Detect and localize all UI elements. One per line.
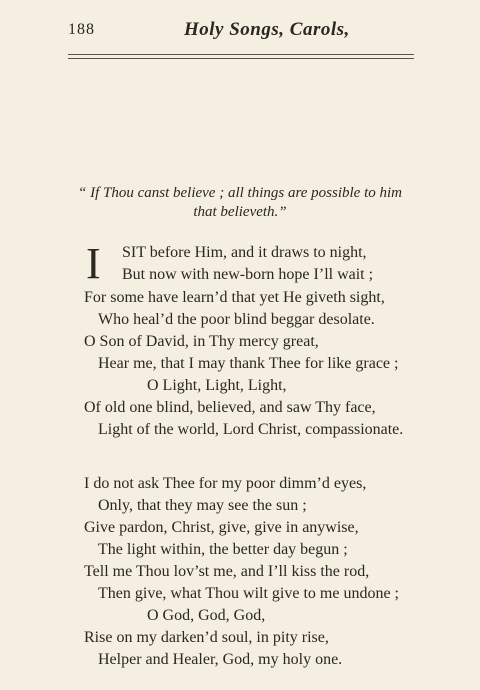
- stanza-2-line-8: Rise on my darken’d soul, in pity rise,: [84, 629, 329, 646]
- stanza-1-line-2: But now with new-born hope I’ll wait ;: [122, 266, 374, 283]
- stanza-2-line-5: Tell me Thou lov’st me, and I’ll kiss the rod,: [84, 563, 370, 580]
- running-title: Holy Songs, Carols,: [184, 19, 350, 40]
- stanza-1-line-6: Hear me, that I may thank Thee for like grace ;: [98, 355, 399, 372]
- stanza-2-line-1: I do not ask Thee for my poor dimm’d eyes,: [84, 475, 367, 492]
- stanza-2-line-6: Then give, what Thou wilt give to me undone ;: [98, 585, 399, 602]
- stanza-1-line-9: Light of the world, Lord Christ, compassionate.: [98, 421, 404, 438]
- stanza-2-line-9: Helper and Healer, God, my holy one.: [98, 651, 343, 668]
- stanza-1-line-5: O Son of David, in Thy mercy great,: [84, 333, 319, 350]
- stanza-1-line-3: For some have learn’d that yet He giveth sight,: [84, 289, 385, 306]
- stanza-2-line-7: O God, God, God,: [147, 607, 266, 624]
- stanza-1-line-1: SIT before Him, and it draws to night,: [122, 244, 367, 261]
- page-header: [0, 0, 480, 70]
- stanza-1-line-8: Of old one blind, believed, and saw Thy face,: [84, 399, 376, 416]
- header-rule-top: [68, 54, 414, 55]
- page-number: 188: [68, 21, 95, 38]
- epigraph-line-1: “ If Thou canst believe ; all things are possible to him: [77, 185, 402, 201]
- header-rule-bottom: [68, 58, 414, 59]
- stanza-2-line-2: Only, that they may see the sun ;: [98, 497, 307, 514]
- stanza-2-line-4: The light within, the better day begun ;: [98, 541, 348, 558]
- stanza-1-line-4: Who heal’d the poor blind beggar desolate.: [98, 311, 375, 328]
- drop-cap: I: [86, 239, 101, 288]
- stanza-1-line-7: O Light, Light, Light,: [147, 377, 287, 394]
- stanza-2-line-3: Give pardon, Christ, give, give in anywise,: [84, 519, 359, 536]
- epigraph-line-2: that believeth.”: [193, 204, 287, 220]
